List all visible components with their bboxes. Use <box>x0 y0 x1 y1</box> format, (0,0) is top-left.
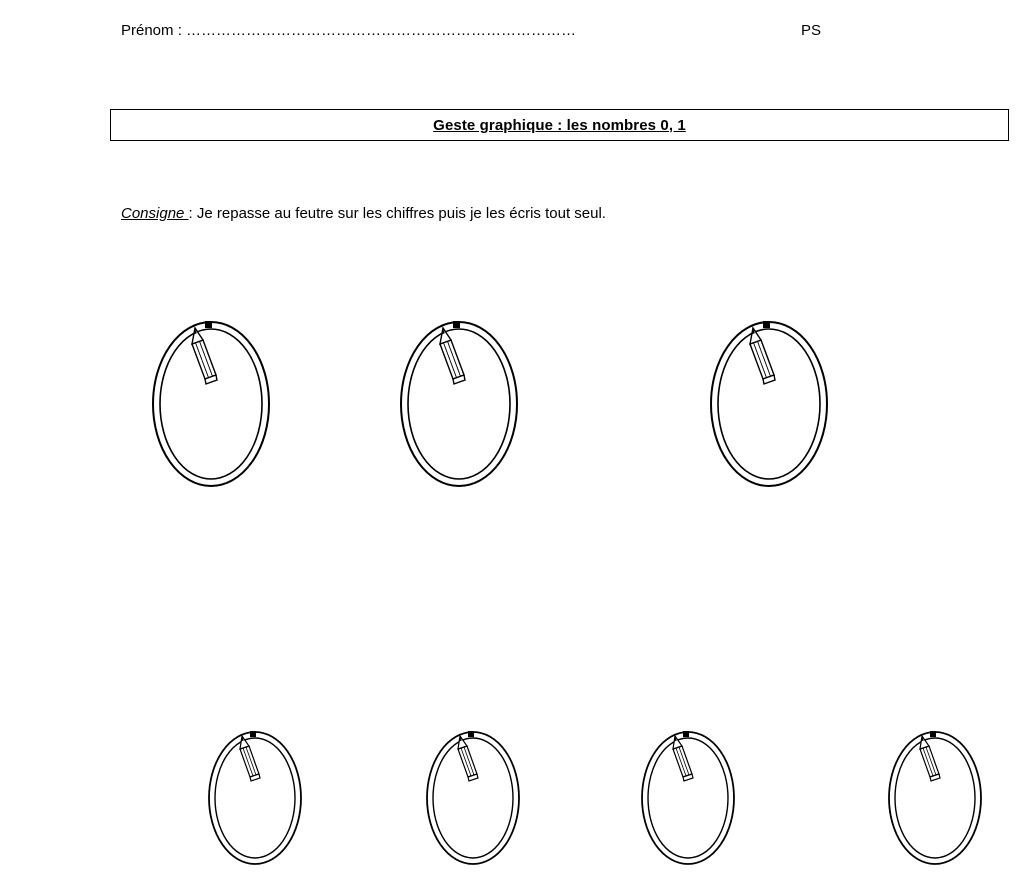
pencil-icon <box>192 328 217 384</box>
title-box <box>110 109 1009 141</box>
pencil-icon <box>920 736 940 781</box>
zero-tracing-glyph-small-1[interactable] <box>206 728 306 868</box>
pencil-icon <box>440 328 465 384</box>
zero-tracing-glyph-small-4[interactable] <box>886 728 986 868</box>
worksheet-title: Geste graphique : les nombres 0, 1 <box>433 116 686 134</box>
pencil-icon <box>750 328 775 384</box>
prenom-field[interactable]: Prénom : …………………………………………………………………… <box>121 22 577 39</box>
pencil-icon <box>240 736 260 781</box>
zero-tracing-glyph-small-3[interactable] <box>639 728 739 868</box>
level-label: PS <box>801 22 822 39</box>
header-row <box>121 22 841 44</box>
instruction <box>121 205 606 222</box>
pencil-icon <box>673 736 693 781</box>
zero-tracing-glyph-large-1[interactable] <box>150 318 274 492</box>
pencil-icon <box>458 736 478 781</box>
zero-tracing-glyph-large-2[interactable] <box>398 318 522 492</box>
instruction-text: : Je repasse au feutre sur les chiffres puis je les écris tout seul. <box>188 205 606 222</box>
instruction-label: Consigne <box>121 205 189 222</box>
zero-tracing-glyph-small-2[interactable] <box>424 728 524 868</box>
zero-tracing-glyph-large-3[interactable] <box>708 318 832 492</box>
